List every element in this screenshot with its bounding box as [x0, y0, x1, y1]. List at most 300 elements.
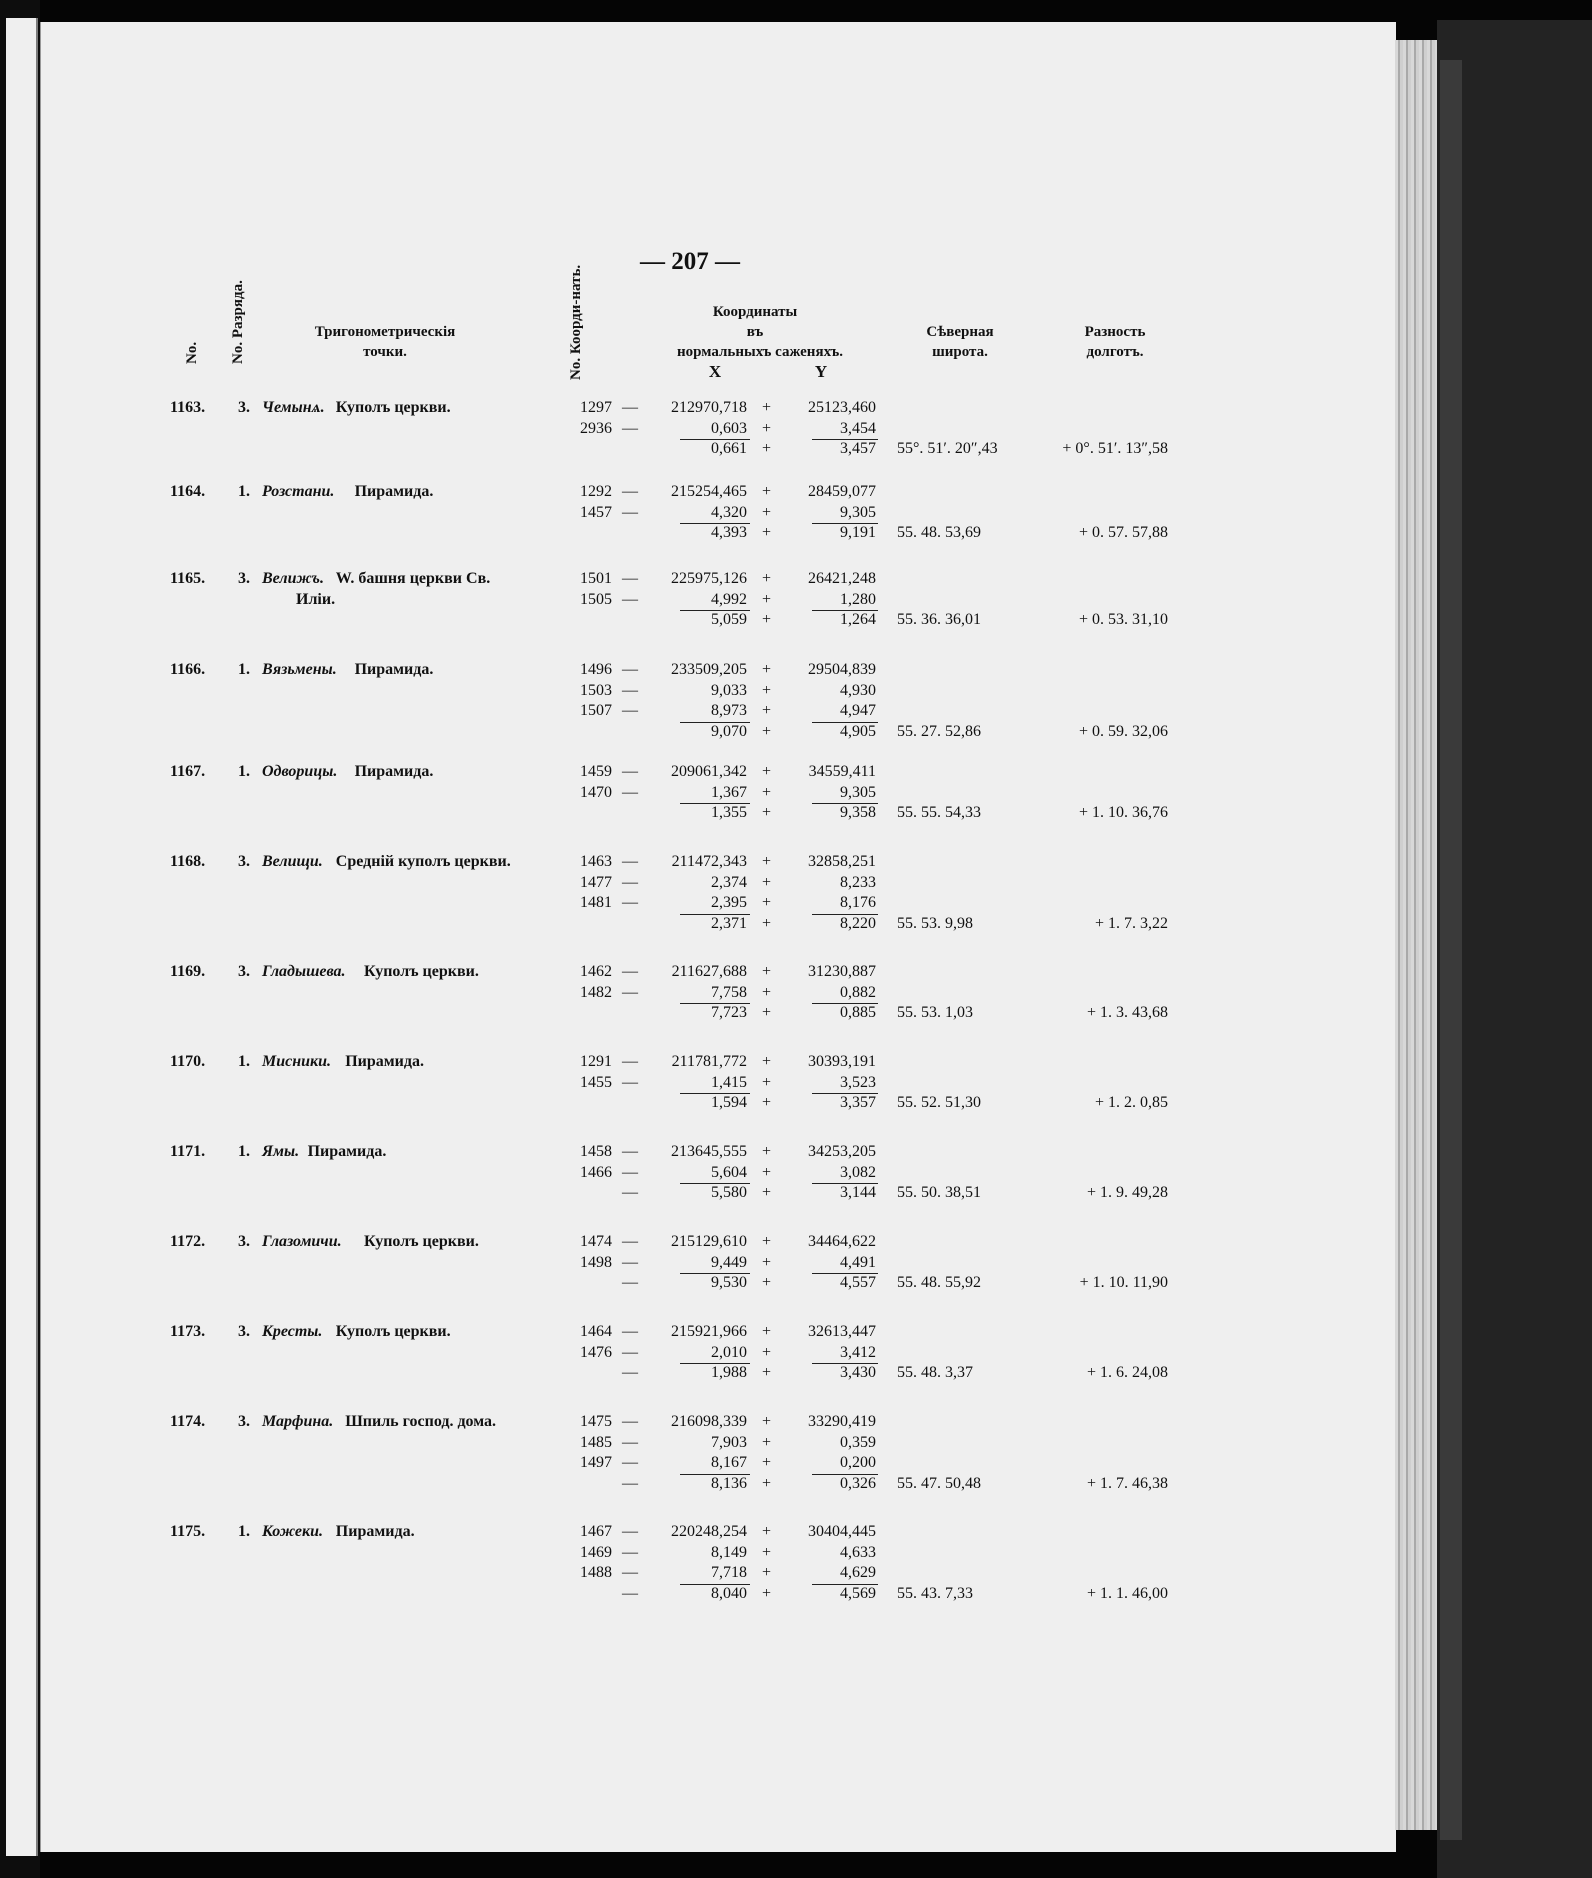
x-value: 0,603: [711, 419, 747, 437]
x-sign: —: [622, 1564, 638, 1581]
result-y-value: 4,569: [840, 1584, 876, 1602]
sum-underline-y: [812, 803, 878, 804]
result-y-sign: +: [762, 1364, 772, 1381]
sum-underline-x: [680, 1183, 750, 1184]
x-value: 7,718: [711, 1564, 747, 1581]
result-x-value: 0,661: [711, 440, 747, 457]
result-x-value: 2,371: [711, 914, 747, 932]
entry-number: 1170.: [170, 1053, 206, 1070]
y-value: 8,176: [840, 894, 876, 911]
result-y-sign: +: [762, 914, 772, 932]
sum-underline-x: [680, 439, 750, 440]
y-sign: +: [762, 702, 772, 719]
y-sign: +: [762, 681, 772, 699]
coord-number: 1503: [580, 681, 612, 699]
y-sign: +: [762, 1413, 772, 1430]
x-sign: —: [622, 702, 638, 719]
y-value: 26421,248: [808, 570, 876, 587]
x-sign: —: [622, 419, 638, 437]
y-value: 4,629: [840, 1564, 876, 1581]
result-x-sign: —: [622, 1364, 638, 1381]
coord-number: 1485: [580, 1433, 612, 1451]
sum-underline-y: [812, 439, 878, 440]
entry-place-name: Розстани.: [262, 483, 335, 500]
x-value: 9,449: [711, 1253, 747, 1271]
y-sign: +: [762, 853, 772, 870]
y-value: 0,882: [840, 983, 876, 1001]
result-y-sign: +: [762, 1584, 772, 1602]
result-x-value: 1,355: [711, 804, 747, 821]
entry-description: Куполъ церкви.: [335, 1323, 451, 1340]
x-value: 7,758: [711, 983, 747, 1001]
entry-number: 1167.: [170, 763, 206, 780]
x-sign: —: [622, 763, 638, 780]
y-sign: +: [762, 873, 772, 891]
coord-number: 1455: [580, 1073, 612, 1091]
header-coord-no: No. Коорди-нать.: [568, 264, 584, 380]
entry-rank: 1.: [238, 763, 250, 780]
y-value: 31230,887: [808, 963, 876, 980]
x-sign: —: [622, 1053, 638, 1070]
entry-description: Куполъ церкви.: [364, 963, 479, 980]
y-sign: +: [762, 570, 772, 587]
coord-number: 1458: [580, 1143, 612, 1160]
y-sign: +: [762, 1543, 772, 1561]
sum-underline-y: [812, 1584, 878, 1585]
y-value: 3,523: [840, 1073, 876, 1091]
entry-rank: 1.: [238, 661, 250, 678]
result-y-sign: +: [762, 611, 772, 628]
sum-underline-y: [812, 1363, 878, 1364]
entry-place-name: Марфина.: [262, 1413, 334, 1430]
y-value: 4,633: [840, 1543, 876, 1561]
sum-underline-x: [680, 1093, 750, 1094]
coord-number: 1477: [580, 873, 612, 891]
result-x-value: 5,580: [711, 1184, 747, 1201]
y-sign: +: [762, 503, 772, 521]
coord-number: 1467: [580, 1523, 612, 1540]
y-sign: +: [762, 399, 772, 416]
entry-number: 1174.: [170, 1413, 206, 1430]
x-sign: —: [622, 590, 638, 608]
x-sign: —: [622, 1253, 638, 1271]
y-sign: +: [762, 590, 772, 608]
north-latitude: 55. 43. 7,33: [897, 1584, 973, 1602]
y-value: 29504,839: [808, 661, 876, 678]
x-sign: —: [622, 503, 638, 521]
entry-place-name: Ямы.: [262, 1143, 300, 1160]
result-y-value: 3,144: [840, 1184, 876, 1201]
entry-number: 1164.: [170, 483, 206, 500]
result-x-value: 5,059: [711, 611, 747, 628]
x-sign: —: [622, 1433, 638, 1451]
coord-number: 1505: [580, 590, 612, 608]
y-sign: +: [762, 894, 772, 911]
y-value: 25123,460: [808, 399, 876, 416]
entry-place-name: Одворицы.: [262, 763, 338, 780]
x-value: 215921,966: [671, 1323, 747, 1340]
coord-number: 1501: [580, 570, 612, 587]
coord-number: 1470: [580, 783, 612, 801]
x-value: 225975,126: [671, 570, 747, 587]
longitude-difference: + 1. 3. 43,68: [1086, 1004, 1168, 1021]
header-lon-line1: Разность: [1084, 324, 1146, 340]
entry-place-name: Гладышева.: [262, 963, 346, 980]
result-y-sign: +: [762, 1094, 772, 1111]
entry-number: 1169.: [170, 963, 206, 980]
y-value: 34559,411: [808, 763, 876, 780]
result-y-sign: +: [762, 1004, 772, 1021]
coord-number: 2936: [580, 419, 612, 437]
north-latitude: 55. 52. 51,30: [897, 1094, 981, 1111]
x-value: 2,010: [711, 1343, 747, 1361]
coord-number: 1464: [580, 1323, 612, 1340]
x-value: 4,320: [711, 503, 747, 521]
x-value: 216098,339: [671, 1413, 747, 1430]
north-latitude: 55. 36. 36,01: [897, 611, 981, 628]
header-coords-line2: въ: [746, 324, 764, 340]
coord-number: 1459: [580, 763, 612, 780]
entry-description: W. башня церкви Св.: [335, 570, 491, 587]
y-sign: +: [762, 1343, 772, 1361]
y-sign: +: [762, 419, 772, 437]
x-sign: —: [622, 1523, 638, 1540]
sum-underline-x: [680, 523, 750, 524]
x-sign: —: [622, 1073, 638, 1091]
y-value: 3,412: [840, 1343, 876, 1361]
y-value: 0,359: [840, 1433, 876, 1451]
entry-rank: 1.: [238, 1523, 250, 1540]
y-sign: +: [762, 1433, 772, 1451]
coord-number: 1474: [580, 1233, 612, 1250]
x-sign: —: [622, 1143, 638, 1160]
longitude-difference: + 0°. 51′. 13″,58: [1062, 440, 1168, 457]
north-latitude: 55. 50. 38,51: [897, 1184, 981, 1201]
result-y-value: 0,326: [840, 1474, 876, 1492]
sum-underline-x: [680, 610, 750, 611]
entry-number: 1173.: [170, 1323, 206, 1340]
north-latitude: 55. 48. 53,69: [897, 524, 981, 541]
x-sign: —: [622, 399, 638, 416]
sum-underline-x: [680, 1584, 750, 1585]
entry-place-name: Чемынѧ.: [262, 399, 325, 416]
entry-number: 1166.: [170, 661, 206, 678]
entry-description: Пирамида.: [345, 1053, 424, 1070]
coord-number: 1292: [580, 483, 612, 500]
x-sign: —: [622, 894, 638, 911]
sum-underline-y: [812, 610, 878, 611]
y-sign: +: [762, 763, 772, 780]
north-latitude: 55. 47. 50,48: [897, 1474, 981, 1492]
y-sign: +: [762, 1253, 772, 1271]
entry-rank: 1.: [238, 1053, 250, 1070]
longitude-difference: + 1. 1. 46,00: [1086, 1584, 1168, 1602]
longitude-difference: + 1. 10. 11,90: [1079, 1274, 1168, 1291]
header-coords-line3: нормальныхъ саженяхъ.: [677, 344, 843, 360]
y-value: 0,200: [840, 1454, 876, 1471]
y-sign: +: [762, 661, 772, 678]
header-lat-line1: Сѣверная: [926, 324, 994, 340]
result-x-sign: —: [622, 1584, 638, 1602]
entry-description: Средній куполъ церкви.: [335, 853, 511, 870]
y-sign: +: [762, 783, 772, 801]
result-y-sign: +: [762, 1274, 772, 1291]
entry-description: Пирамида.: [354, 763, 434, 780]
coord-number: 1462: [580, 963, 612, 980]
x-sign: —: [622, 681, 638, 699]
entry-description-cont: Иліи.: [296, 590, 336, 608]
sum-underline-y: [812, 523, 878, 524]
entry-place-name: Глазомичи.: [262, 1233, 342, 1250]
x-value: 211781,772: [671, 1053, 747, 1070]
y-value: 32858,251: [808, 853, 876, 870]
sum-underline-y: [812, 1474, 878, 1475]
result-x-value: 4,393: [711, 524, 747, 541]
result-x-value: 9,070: [711, 722, 747, 740]
x-value: 215254,465: [671, 483, 747, 500]
x-sign: —: [622, 1454, 638, 1471]
entry-number: 1168.: [170, 853, 206, 870]
entry-place-name: Кожеки.: [262, 1523, 323, 1540]
result-x-value: 1,988: [711, 1364, 747, 1381]
y-value: 4,930: [840, 681, 876, 699]
y-value: 3,454: [840, 419, 876, 437]
sum-underline-y: [812, 914, 878, 915]
y-sign: +: [762, 963, 772, 980]
header-y: Y: [814, 362, 828, 381]
longitude-difference: + 1. 6. 24,08: [1086, 1364, 1168, 1381]
coord-number: 1497: [580, 1454, 612, 1471]
x-value: 211472,343: [671, 853, 747, 870]
y-value: 9,305: [840, 503, 876, 521]
entry-place-name: Велищи.: [262, 853, 323, 870]
entry-rank: 1.: [238, 1143, 250, 1160]
north-latitude: 55. 53. 1,03: [897, 1004, 973, 1021]
x-value: 233509,205: [671, 661, 747, 678]
y-value: 28459,077: [808, 483, 876, 500]
coord-number: 1291: [580, 1053, 612, 1070]
y-sign: +: [762, 983, 772, 1001]
entry-number: 1172.: [170, 1233, 206, 1250]
north-latitude: 55. 48. 55,92: [897, 1274, 981, 1291]
longitude-difference: + 1. 7. 3,22: [1094, 914, 1168, 932]
coord-number: 1482: [580, 983, 612, 1001]
entry-rank: 3.: [238, 963, 250, 980]
longitude-difference: + 1. 7. 46,38: [1086, 1474, 1168, 1492]
result-y-value: 3,457: [840, 440, 876, 457]
x-value: 8,149: [711, 1543, 747, 1561]
entry-place-name: Вязьмены.: [262, 661, 337, 678]
result-y-value: 3,430: [840, 1364, 876, 1381]
x-value: 215129,610: [671, 1233, 747, 1250]
longitude-difference: + 0. 57. 57,88: [1078, 524, 1168, 541]
result-x-value: 7,723: [711, 1004, 747, 1021]
previous-page-edge: [6, 18, 38, 1856]
entry-rank: 3.: [238, 1233, 250, 1250]
y-value: 1,280: [840, 590, 876, 608]
longitude-difference: + 1. 2. 0,85: [1094, 1094, 1168, 1111]
entry-description: Пирамида.: [335, 1523, 415, 1540]
entry-rank: 3.: [238, 399, 250, 416]
header-coords-line1: Координаты: [712, 304, 798, 320]
x-sign: —: [622, 1323, 638, 1340]
entry-place-name: Мисники.: [262, 1053, 332, 1070]
y-value: 34464,622: [808, 1233, 876, 1250]
entry-number: 1163.: [170, 399, 206, 416]
y-sign: +: [762, 1073, 772, 1091]
x-value: 7,903: [711, 1433, 747, 1451]
coord-number: 1481: [580, 894, 612, 911]
result-x-value: 1,594: [711, 1094, 747, 1111]
north-latitude: 55. 27. 52,86: [897, 722, 981, 740]
longitude-difference: + 0. 59. 32,06: [1078, 722, 1168, 740]
entry-description: Пирамида.: [307, 1143, 387, 1160]
result-y-sign: +: [762, 1184, 772, 1201]
entry-number: 1165.: [170, 570, 206, 587]
y-sign: +: [762, 1163, 772, 1181]
coord-number: 1463: [580, 853, 612, 870]
coord-number: 1457: [580, 503, 612, 521]
result-y-sign: +: [762, 1474, 772, 1492]
x-value: 213645,555: [671, 1143, 747, 1160]
result-y-value: 1,264: [840, 611, 876, 628]
sum-underline-x: [680, 1474, 750, 1475]
header-x: X: [708, 362, 722, 381]
y-sign: +: [762, 1143, 772, 1160]
result-y-value: 0,885: [840, 1004, 876, 1021]
entry-description: Пирамида.: [354, 661, 434, 678]
entry-rank: 3.: [238, 853, 250, 870]
y-sign: +: [762, 1053, 772, 1070]
result-y-value: 8,220: [840, 914, 876, 932]
sum-underline-x: [680, 1273, 750, 1274]
entry-rank: 3.: [238, 570, 250, 587]
y-value: 9,305: [840, 783, 876, 801]
entry-description: Пирамида.: [354, 483, 434, 500]
x-sign: —: [622, 1163, 638, 1181]
result-x-value: 8,040: [711, 1584, 747, 1602]
x-value: 212970,718: [671, 399, 747, 416]
y-value: 4,491: [840, 1253, 876, 1271]
y-value: 30393,191: [808, 1053, 876, 1070]
x-value: 4,992: [711, 590, 747, 608]
result-y-value: 3,357: [840, 1094, 876, 1111]
north-latitude: 55. 55. 54,33: [897, 804, 981, 821]
x-value: 211627,688: [671, 963, 747, 980]
x-sign: —: [622, 570, 638, 587]
y-sign: +: [762, 1233, 772, 1250]
x-sign: —: [622, 873, 638, 891]
sum-underline-y: [812, 722, 878, 723]
entry-place-name: Кресты.: [262, 1323, 323, 1340]
y-value: 8,233: [840, 873, 876, 891]
entry-rank: 1.: [238, 483, 250, 500]
x-sign: —: [622, 783, 638, 801]
x-value: 8,973: [711, 702, 747, 719]
y-value: 4,947: [840, 702, 876, 719]
header-no: No.: [184, 341, 200, 364]
coord-number: 1466: [580, 1163, 612, 1181]
coord-number: 1469: [580, 1543, 612, 1561]
cover-spine-strip: [1440, 60, 1462, 1840]
y-sign: +: [762, 1564, 772, 1581]
longitude-difference: + 1. 9. 49,28: [1086, 1184, 1168, 1201]
result-x-sign: —: [622, 1184, 638, 1201]
y-sign: +: [762, 1323, 772, 1340]
x-sign: —: [622, 983, 638, 1001]
result-y-value: 4,557: [840, 1274, 876, 1291]
sum-underline-x: [680, 722, 750, 723]
page-stack-edges: [1395, 40, 1437, 1830]
result-y-sign: +: [762, 722, 772, 740]
entry-description: Куполъ церкви.: [364, 1233, 479, 1250]
x-sign: —: [622, 483, 638, 500]
result-x-value: 8,136: [711, 1474, 747, 1492]
x-value: 9,033: [711, 681, 747, 699]
coord-number: 1475: [580, 1413, 612, 1430]
coord-number: 1496: [580, 661, 612, 678]
result-x-value: 9,530: [711, 1274, 747, 1291]
result-y-value: 4,905: [840, 722, 876, 740]
entry-rank: 3.: [238, 1413, 250, 1430]
y-value: 30404,445: [808, 1523, 876, 1540]
result-x-sign: —: [622, 1474, 638, 1492]
entry-rank: 3.: [238, 1323, 250, 1340]
entry-number: 1171.: [170, 1143, 206, 1160]
sum-underline-x: [680, 914, 750, 915]
result-y-sign: +: [762, 440, 772, 457]
north-latitude: 55. 53. 9,98: [897, 914, 973, 932]
sum-underline-y: [812, 1183, 878, 1184]
coord-number: 1297: [580, 399, 612, 416]
x-sign: —: [622, 661, 638, 678]
page-number: — 207 —: [640, 248, 740, 275]
sum-underline-x: [680, 803, 750, 804]
header-rank: No. Разряда.: [230, 280, 246, 364]
result-y-sign: +: [762, 524, 772, 541]
north-latitude: 55. 48. 3,37: [897, 1364, 973, 1381]
y-sign: +: [762, 483, 772, 500]
y-value: 32613,447: [808, 1323, 876, 1340]
result-y-value: 9,358: [840, 804, 876, 821]
longitude-difference: + 0. 53. 31,10: [1078, 611, 1168, 628]
x-sign: —: [622, 1343, 638, 1361]
x-value: 220248,254: [671, 1523, 747, 1540]
x-value: 209061,342: [671, 763, 747, 780]
y-sign: +: [762, 1523, 772, 1540]
x-sign: —: [622, 853, 638, 870]
sum-underline-y: [812, 1003, 878, 1004]
coord-number: 1507: [580, 702, 612, 719]
north-latitude: 55°. 51′. 20″,43: [897, 440, 998, 457]
x-value: 8,167: [711, 1454, 747, 1471]
x-sign: —: [622, 1543, 638, 1561]
x-value: 2,395: [711, 894, 747, 911]
header-lon-line2: долготъ.: [1086, 344, 1144, 360]
sum-underline-y: [812, 1093, 878, 1094]
entry-number: 1175.: [170, 1523, 206, 1540]
y-value: 34253,205: [808, 1143, 876, 1160]
sum-underline-x: [680, 1003, 750, 1004]
result-y-sign: +: [762, 804, 772, 821]
x-value: 5,604: [711, 1163, 747, 1181]
header-points-line1: Тригонометрическія: [314, 324, 456, 340]
coord-number: 1488: [580, 1564, 612, 1581]
coord-number: 1476: [580, 1343, 612, 1361]
entry-description: Шпиль господ. дома.: [345, 1413, 497, 1430]
result-x-sign: —: [622, 1274, 638, 1291]
y-sign: +: [762, 1454, 772, 1471]
